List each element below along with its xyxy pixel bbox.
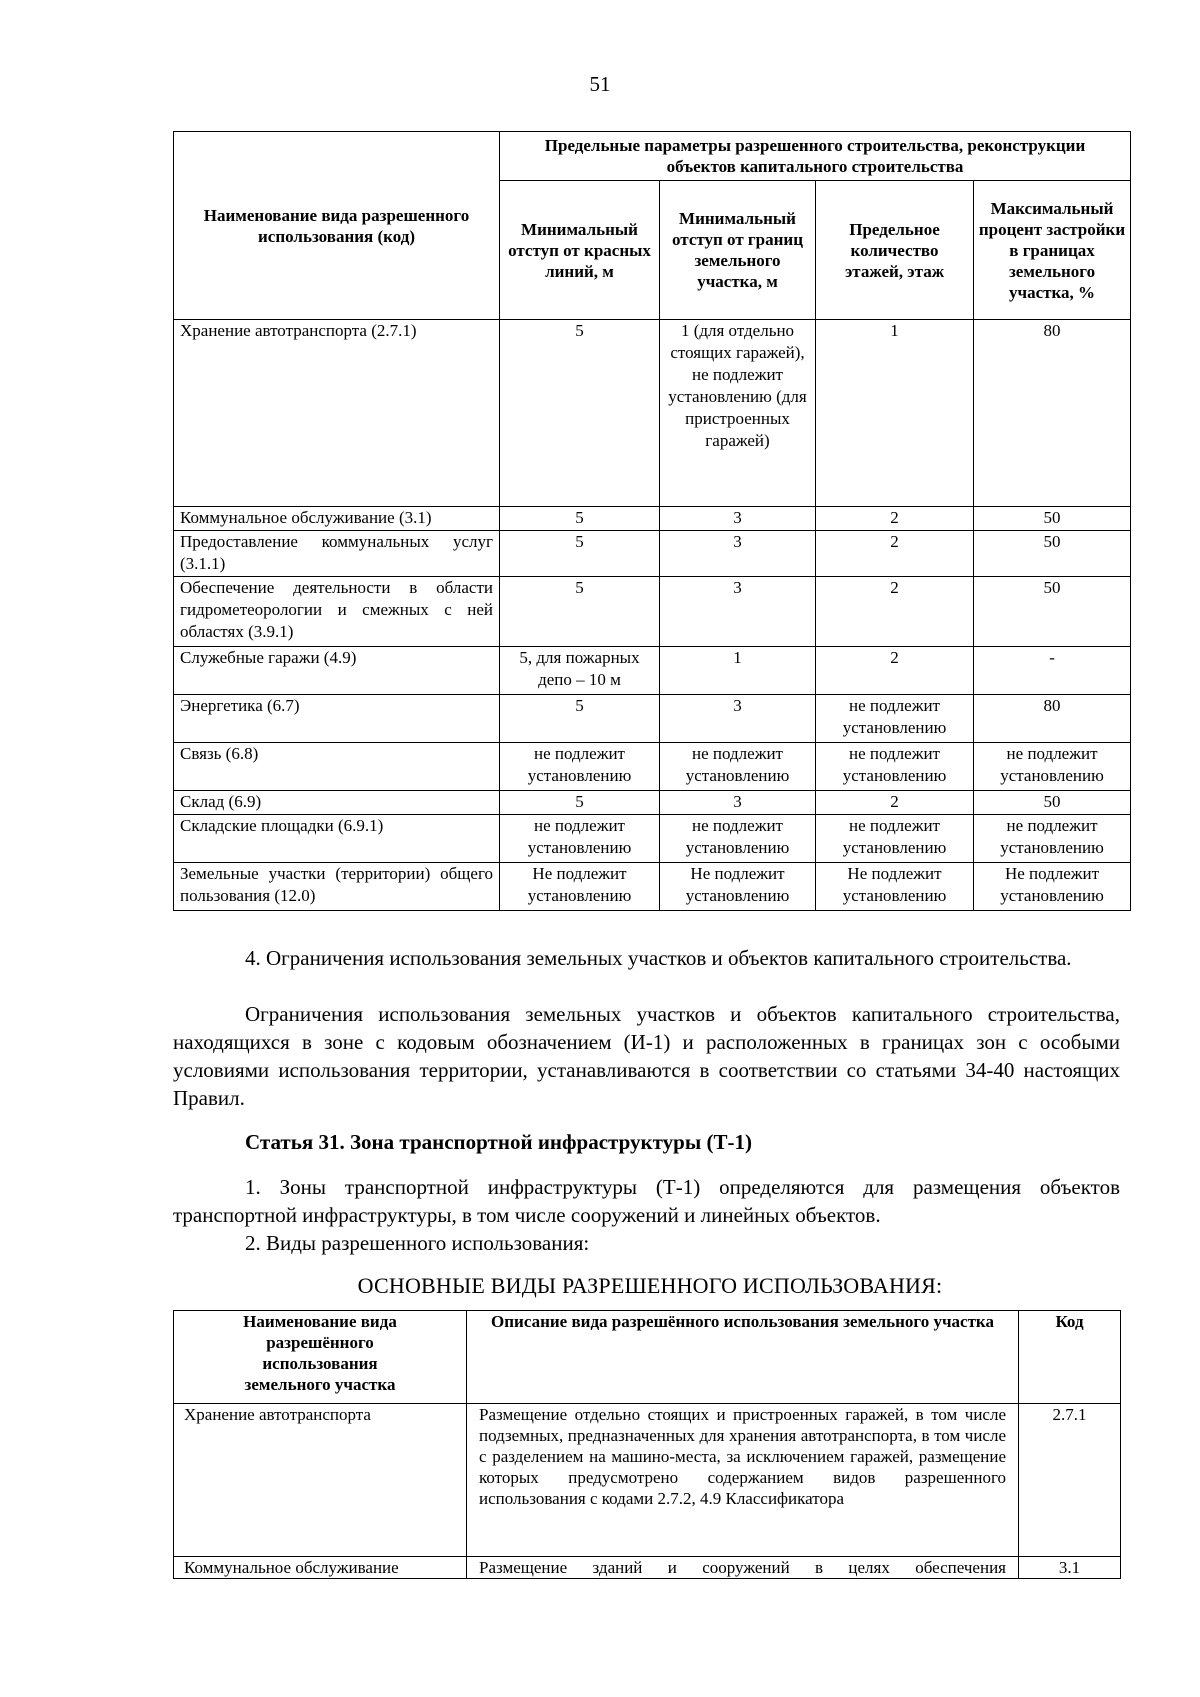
header-use-name: Наименование вида разрешенного использования (код) <box>174 132 500 320</box>
borders-value: 3 <box>660 577 816 647</box>
floors-value: 2 <box>816 577 974 647</box>
percent-value: не подлежит установлению <box>974 815 1131 863</box>
table-row <box>174 863 1131 911</box>
restrictions-body: Ограничения использования земельных участков и объектов капитального строительства, находящихся в зоне с кодовым обозначением (И-1) и расположенных в границах зон с особыми условиями использования территории, устанавливаются в соответствии со статьями 34-40 настоящих Правил. <box>173 1002 1120 1110</box>
percent-value: Не подлежит установлению <box>974 863 1131 911</box>
borders-value: не подлежит установлению <box>660 815 816 863</box>
use-name: Коммунальное обслуживание <box>174 1557 467 1579</box>
table-row <box>174 1557 1121 1579</box>
use-description: Размещение отдельно стоящих и пристроенных гаражей, в том числе подземных, предназначенных для хранения автотранспорта, в том числе с разделением на машино-места, за исключением гаражей, размещение которых предусмотрено содержанием видов разрешенного использования с кодами 2.7.2, 4.9 Классификатора <box>467 1404 1019 1557</box>
red-lines-value: 5 <box>500 531 660 577</box>
floors-value: 2 <box>816 507 974 531</box>
floors-value: 2 <box>816 791 974 815</box>
use-code: 3.1 <box>1019 1557 1121 1579</box>
use-name: Склад (6.9) <box>174 791 500 815</box>
percent-value: - <box>974 647 1131 695</box>
header-floors: Предельное количество этажей, этаж <box>816 181 974 320</box>
use-name: Энергетика (6.7) <box>174 695 500 743</box>
floors-value: не подлежит установлению <box>816 743 974 791</box>
red-lines-value: 5 <box>500 507 660 531</box>
table-row <box>174 507 1131 531</box>
floors-value: не подлежит установлению <box>816 815 974 863</box>
percent-value: 50 <box>974 531 1131 577</box>
table-row <box>174 647 1131 695</box>
floors-value: 1 <box>816 320 974 507</box>
table-row <box>174 743 1131 791</box>
article-heading: Статья 31. Зона транспортной инфраструктуры (Т-1) <box>245 1130 752 1154</box>
use-name: Предоставление коммунальных услуг (3.1.1) <box>174 531 500 577</box>
red-lines-value: 5 <box>500 320 660 507</box>
header-code: Код <box>1019 1311 1121 1404</box>
use-name: Коммунальное обслуживание (3.1) <box>174 507 500 531</box>
percent-value: 50 <box>974 507 1131 531</box>
header-borders: Минимальный отступ от границ земельного участка, м <box>660 181 816 320</box>
use-name: Связь (6.8) <box>174 743 500 791</box>
red-lines-value: 5 <box>500 791 660 815</box>
borders-value: 3 <box>660 531 816 577</box>
header-use-name: Наименование вида разрешённого использования земельного участка <box>174 1311 467 1404</box>
uses-intro: 2. Виды разрешенного использования: <box>245 1231 590 1255</box>
use-description: Размещение зданий и сооружений в целях обеспечения <box>467 1557 1019 1579</box>
table-row <box>174 815 1131 863</box>
red-lines-value: не подлежит установлению <box>500 815 660 863</box>
table-row <box>174 577 1131 647</box>
building-parameters-table <box>173 131 1131 911</box>
table-row <box>174 1404 1121 1557</box>
borders-value: 1 (для отдельно стоящих гаражей), не подлежит установлению (для пристроенных гаражей) <box>660 320 816 507</box>
borders-value: Не подлежит установлению <box>660 863 816 911</box>
use-name: Хранение автотранспорта <box>174 1404 467 1557</box>
percent-value: 50 <box>974 577 1131 647</box>
use-name: Хранение автотранспорта (2.7.1) <box>174 320 500 507</box>
use-name: Складские площадки (6.9.1) <box>174 815 500 863</box>
header-description: Описание вида разрешённого использования земельного участка <box>467 1311 1019 1404</box>
borders-value: 3 <box>660 695 816 743</box>
red-lines-value: 5, для пожарных депо – 10 м <box>500 647 660 695</box>
red-lines-value: не подлежит установлению <box>500 743 660 791</box>
use-name: Обеспечение деятельности в области гидрометеорологии и смежных с ней областях (3.9.1) <box>174 577 500 647</box>
zone-definition: 1. Зоны транспортной инфраструктуры (Т-1) определяются для размещения объектов транспортной инфраструктуры, в том числе сооружений и линейных объектов. <box>173 1175 1120 1227</box>
borders-value: 1 <box>660 647 816 695</box>
table-row <box>174 531 1131 577</box>
percent-value: не подлежит установлению <box>974 743 1131 791</box>
table-row <box>174 695 1131 743</box>
use-name: Земельные участки (территории) общего пользования (12.0) <box>174 863 500 911</box>
floors-value: не подлежит установлению <box>816 695 974 743</box>
floors-value: 2 <box>816 531 974 577</box>
page-number: 51 <box>589 72 611 96</box>
floors-value: Не подлежит установлению <box>816 863 974 911</box>
header-red-lines: Минимальный отступ от красных линий, м <box>500 181 660 320</box>
use-code: 2.7.1 <box>1019 1404 1121 1557</box>
percent-value: 80 <box>974 320 1131 507</box>
header-percent: Максимальный процент застройки в границах земельного участка, % <box>974 181 1131 320</box>
table-row <box>174 791 1131 815</box>
borders-value: 3 <box>660 791 816 815</box>
main-uses-table <box>173 1310 1121 1579</box>
percent-value: 50 <box>974 791 1131 815</box>
header-parameters-group: Предельные параметры разрешенного строительства, реконструкции объектов капитального строительства <box>500 132 1131 181</box>
percent-value: 80 <box>974 695 1131 743</box>
use-name: Служебные гаражи (4.9) <box>174 647 500 695</box>
floors-value: 2 <box>816 647 974 695</box>
red-lines-value: 5 <box>500 695 660 743</box>
table-row <box>174 320 1131 507</box>
main-uses-title: ОСНОВНЫЕ ВИДЫ РАЗРЕШЕННОГО ИСПОЛЬЗОВАНИЯ: <box>357 1273 943 1298</box>
red-lines-value: 5 <box>500 577 660 647</box>
restrictions-title: 4. Ограничения использования земельных участков и объектов капитального строительства. <box>245 946 1072 970</box>
red-lines-value: Не подлежит установлению <box>500 863 660 911</box>
borders-value: не подлежит установлению <box>660 743 816 791</box>
borders-value: 3 <box>660 507 816 531</box>
